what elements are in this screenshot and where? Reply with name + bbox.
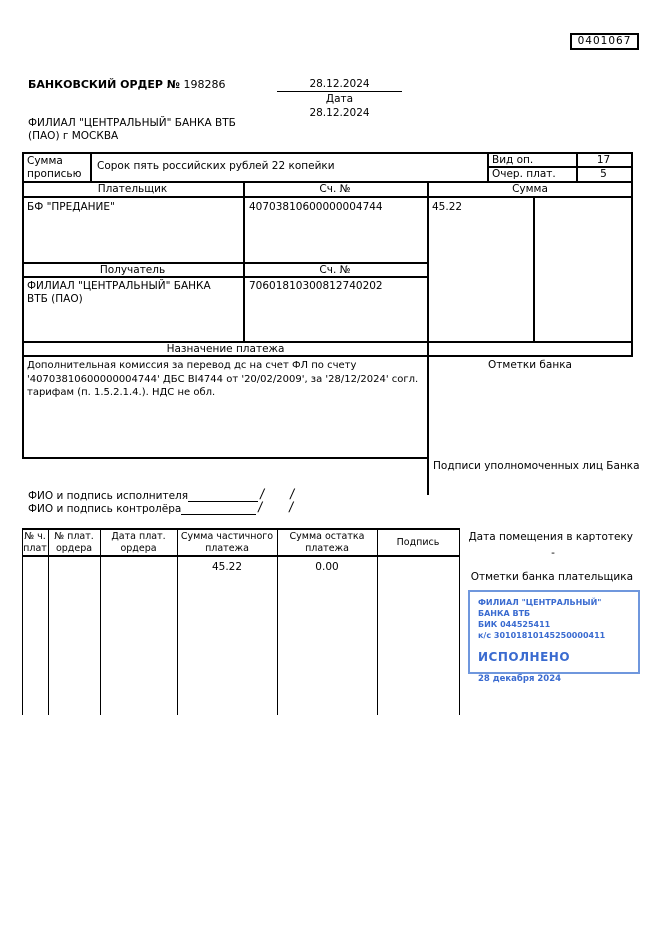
table-border [22, 528, 460, 530]
table-border [48, 528, 49, 715]
col-header-line: Сумма частичного [180, 531, 274, 542]
table-border [22, 555, 460, 557]
col-header-signature [377, 537, 459, 549]
issuing-bank-line2: (ПАО) г МОСКВА [28, 130, 119, 142]
slash-mark: / [287, 500, 295, 515]
table-border [377, 528, 378, 715]
col-header-line: Дата плат. [111, 531, 166, 542]
amount-words: Сорок пять российских рублей 22 копейки [97, 160, 335, 172]
table-border [22, 457, 429, 459]
slash-mark: / [259, 487, 266, 502]
priority-value: 5 [600, 168, 607, 180]
table-border [487, 152, 489, 181]
stamp-bank-name: ФИЛИАЛ "ЦЕНТРАЛЬНЫЙ" БАНКА ВТБ [478, 598, 602, 618]
card-file-value: - [551, 547, 555, 559]
col-header-line: платежа [205, 543, 249, 554]
payer-account-header: Сч. № [319, 183, 351, 195]
col-header-line: Сумма остатка [289, 531, 365, 542]
payer-account: 40703810600000004744 [249, 201, 383, 213]
order-date-2: 28.12.2024 [309, 107, 370, 119]
priority-label: Очер. плат. [492, 168, 556, 180]
payee-header: Получатель [99, 264, 166, 276]
table-border [533, 196, 535, 341]
controller-signature-line [181, 503, 256, 515]
purpose-header: Назначение платежа [166, 343, 285, 355]
table-border [177, 528, 178, 715]
payee-account-header: Сч. № [319, 264, 351, 276]
table-border [22, 152, 24, 459]
col-header-line: ордера [55, 543, 93, 554]
stamp-date: 28 декабря 2024 [478, 674, 562, 684]
form-code: 0401067 [577, 35, 632, 47]
purpose-text: Дополнительная комиссия за перевод дс на счет ФЛ по счету '40703810600000004744' ДБС BI4744 от '20/02/2009', за '28/12/2024' согл. тарифам (п. 1.5.2.1.4.). НДС не обл. [27, 360, 419, 398]
table-border [90, 152, 92, 181]
table-border [22, 355, 633, 357]
op-type-value: 17 [596, 154, 611, 166]
payee-name: ФИЛИАЛ "ЦЕНТРАЛЬНЫЙ" БАНКА ВТБ (ПАО) [27, 280, 211, 305]
col-header-line: № плат. [54, 531, 94, 542]
col-header-order-date [100, 531, 177, 555]
order-date: 28.12.2024 [277, 78, 402, 92]
issuing-bank-line1: ФИЛИАЛ "ЦЕНТРАЛЬНЫЙ" БАНКА ВТБ [28, 117, 236, 129]
table-border [22, 528, 23, 715]
table-border [22, 276, 429, 278]
sum-header: Сумма [512, 183, 548, 195]
remainder-amount-value: 0.00 [315, 561, 339, 573]
col-header-remainder-amount [277, 531, 377, 555]
bank-signatures-label: Подписи уполномоченных лиц Банка [433, 460, 640, 472]
stamp-corr-account: к/с 30101810145250000411 [478, 631, 606, 640]
stamp-bik: БИК 044525411 [478, 620, 551, 629]
table-border [427, 181, 429, 495]
payer-bank-marks-label: Отметки банка плательщика [470, 571, 633, 583]
col-header-order-number [48, 531, 100, 555]
stamp-status: ИСПОЛНЕНО [478, 650, 571, 664]
controller-label: ФИО и подпись контролёра [28, 503, 182, 515]
table-border [277, 528, 278, 715]
slash-mark: / [257, 500, 264, 515]
partial-amount-value: 45.22 [211, 561, 243, 573]
table-border [22, 152, 633, 154]
col-header-partial-amount [177, 531, 277, 555]
payer-header: Плательщик [97, 183, 168, 195]
op-type-label: Вид оп. [492, 154, 534, 166]
order-title-label: БАНКОВСКИЙ ОРДЕР № [28, 78, 180, 91]
table-border [22, 196, 633, 198]
payer-name: БФ "ПРЕДАНИЕ" [27, 201, 115, 213]
payee-account: 70601810300812740202 [249, 280, 383, 292]
payment-amount: 45.22 [432, 201, 463, 213]
amount-words-label: Сумма прописью [27, 155, 82, 180]
col-header-line: № ч. [24, 531, 46, 542]
table-border [459, 528, 460, 715]
controller-signature-row [28, 500, 295, 515]
col-header-line: ордера [120, 543, 157, 554]
order-number: 198286 [183, 78, 226, 91]
bank-execution-stamp [468, 590, 640, 684]
col-header-part-number [22, 531, 48, 555]
col-header-line: платежа [305, 543, 349, 554]
col-header-line: Подпись [396, 537, 440, 548]
card-file-label: Дата помещения в картотеку [468, 531, 633, 543]
col-header-line: плат [23, 543, 47, 554]
slash-mark: / [289, 487, 296, 502]
date-label: Дата [325, 93, 354, 105]
executor-label: ФИО и подпись исполнителя [28, 490, 189, 502]
order-title [28, 78, 226, 91]
form-code-box [570, 33, 639, 50]
table-border [243, 181, 245, 341]
table-border [100, 528, 101, 715]
bank-marks-label: Отметки банка [488, 359, 572, 371]
